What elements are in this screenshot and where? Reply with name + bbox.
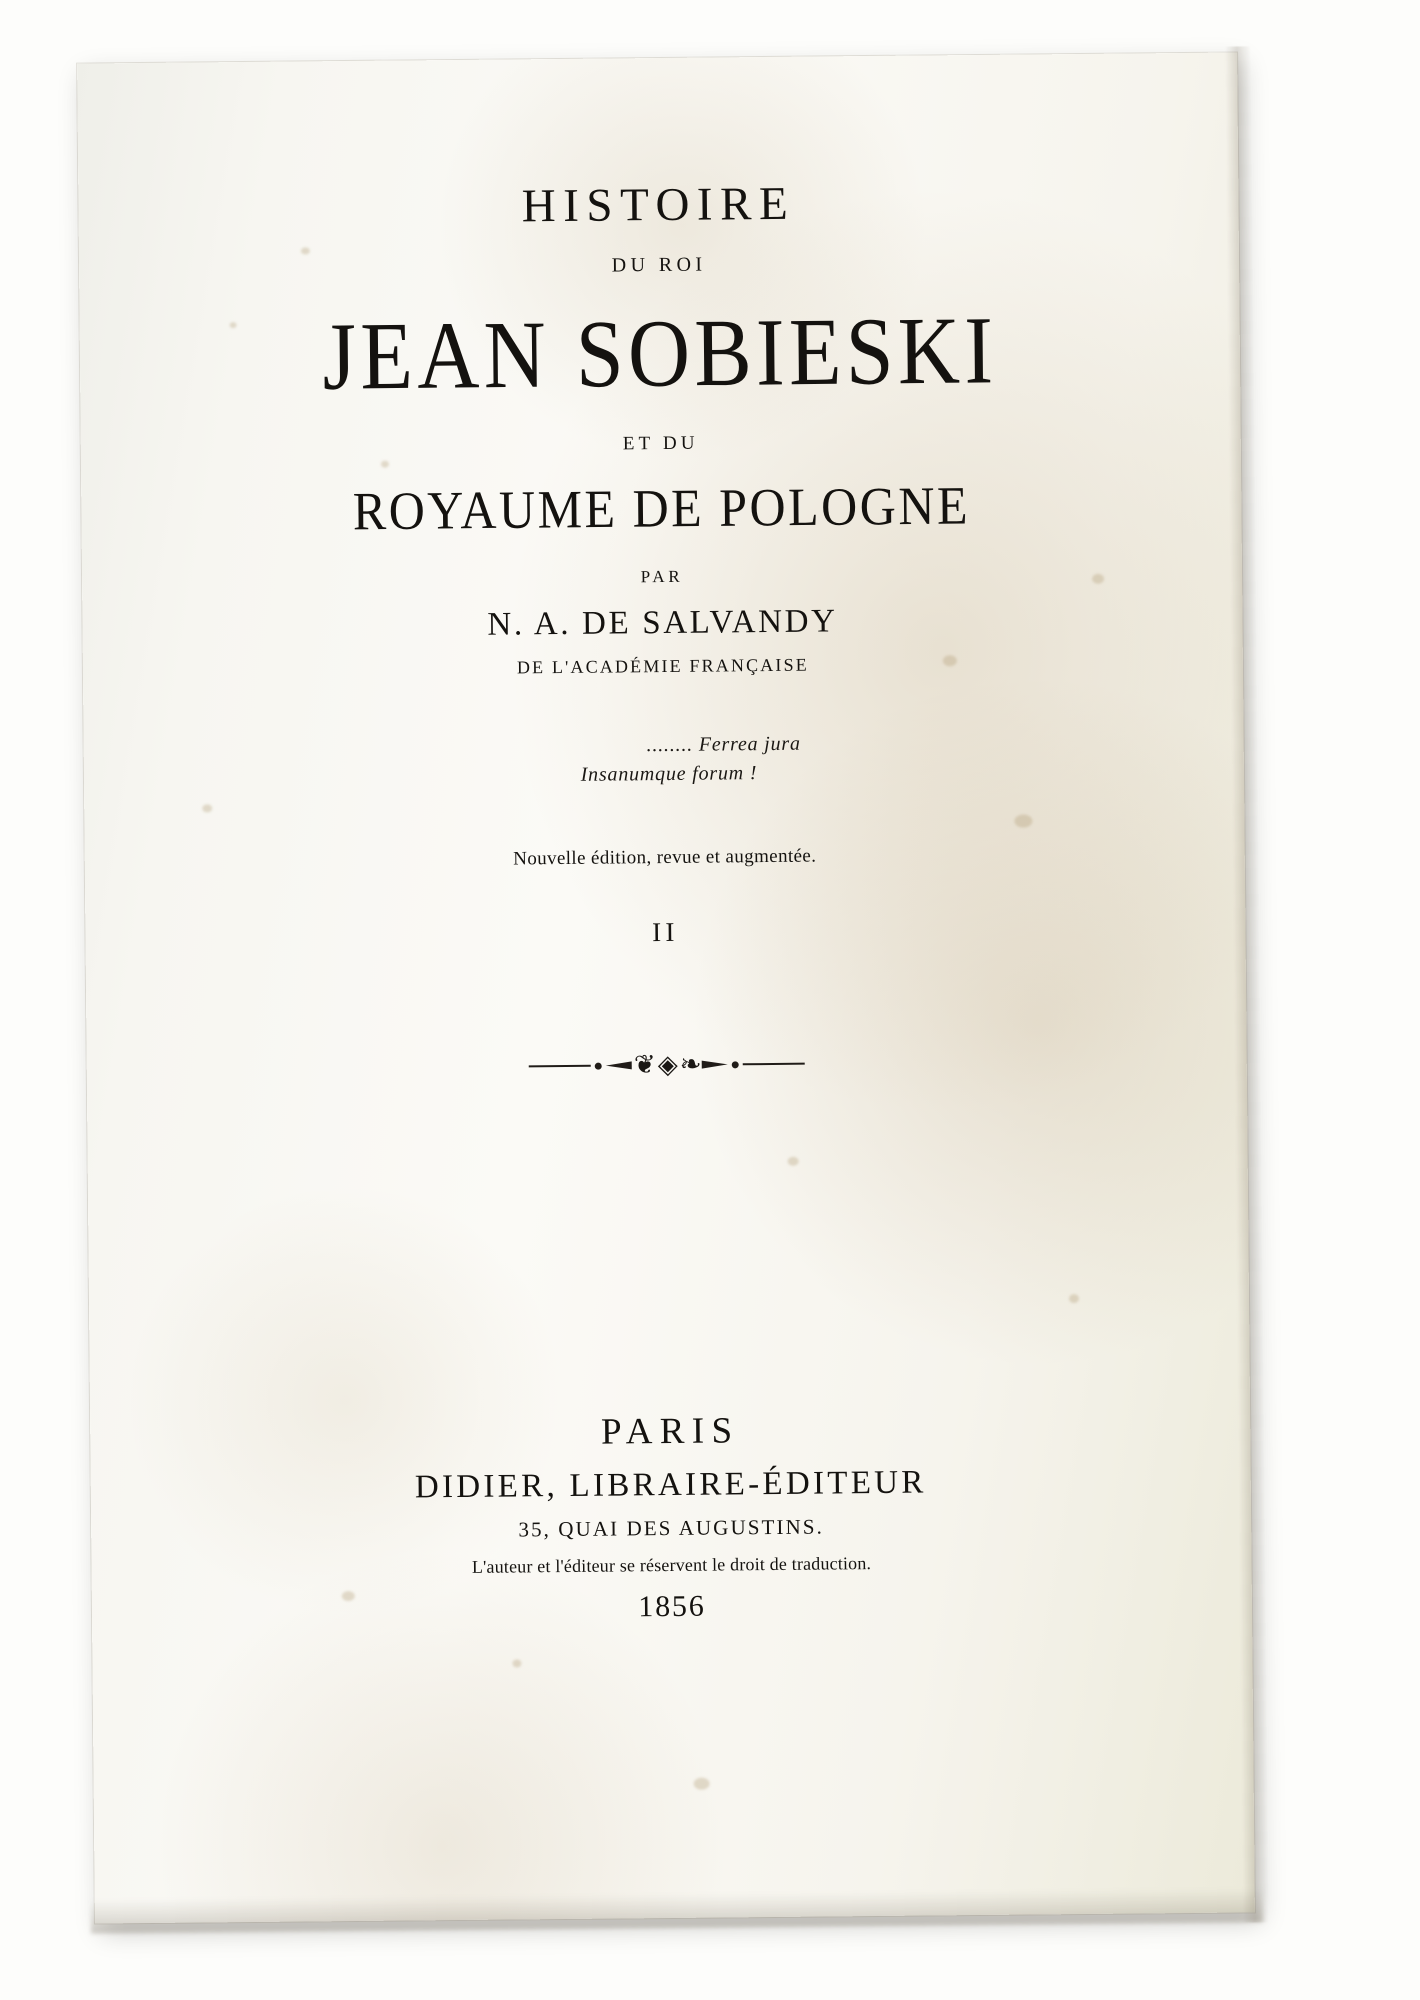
edition-note: Nouvelle édition, revue et augmentée. — [513, 845, 817, 870]
divider-dot-right — [731, 1061, 738, 1068]
foxing-speck — [1069, 1294, 1079, 1303]
epigraph-line-1: ........ Ferrea jura — [646, 732, 801, 757]
divider-glyph-right: ❧ — [679, 1049, 700, 1079]
imprint-publisher: DIDIER, LIBRAIRE-ÉDITEUR — [414, 1464, 927, 1506]
epigraph-line-2: Insanumque forum ! — [580, 762, 758, 786]
imprint-rights-notice: L'auteur et l'éditeur se réservent le droit de traduction. — [471, 1553, 872, 1577]
author-name: N. A. DE SALVANDY — [487, 603, 838, 643]
divider-dot-left — [595, 1062, 602, 1069]
author-affiliation: DE L'ACADÉMIE FRANÇAISE — [516, 654, 809, 678]
foxing-speck — [512, 1659, 521, 1667]
divider-line-left — [529, 1065, 591, 1068]
imprint-city: PARIS — [600, 1410, 740, 1453]
imprint-address: 35, QUAI DES AUGUSTINS. — [518, 1514, 825, 1542]
ornamental-divider — [87, 1046, 1247, 1083]
divider-line-right — [743, 1063, 805, 1066]
book-leaf — [77, 52, 1255, 1923]
title-line-histoire: HISTOIRE — [521, 177, 796, 233]
volume-number: II — [652, 916, 679, 948]
title-block — [78, 172, 1247, 1083]
title-line-et-du: ET DU — [622, 432, 699, 455]
imprint-block — [90, 1404, 1252, 1629]
foxing-speck — [694, 1778, 710, 1790]
imprint-year: 1856 — [638, 1589, 706, 1624]
divider-taper-right — [701, 1060, 727, 1068]
book-main-title: JEAN SOBIESKI — [322, 296, 998, 411]
foxing-speck — [788, 1157, 799, 1166]
title-line-par: PAR — [640, 566, 684, 587]
divider-taper-left — [606, 1061, 632, 1069]
divider-glyph-left: ❦ — [633, 1050, 654, 1080]
title-line-du-roi: DU ROI — [611, 253, 707, 277]
book-subtitle: ROYAUME DE POLOGNE — [352, 474, 971, 542]
epigraph — [84, 725, 1245, 794]
divider-glyph-center: ◈ — [657, 1049, 676, 1080]
